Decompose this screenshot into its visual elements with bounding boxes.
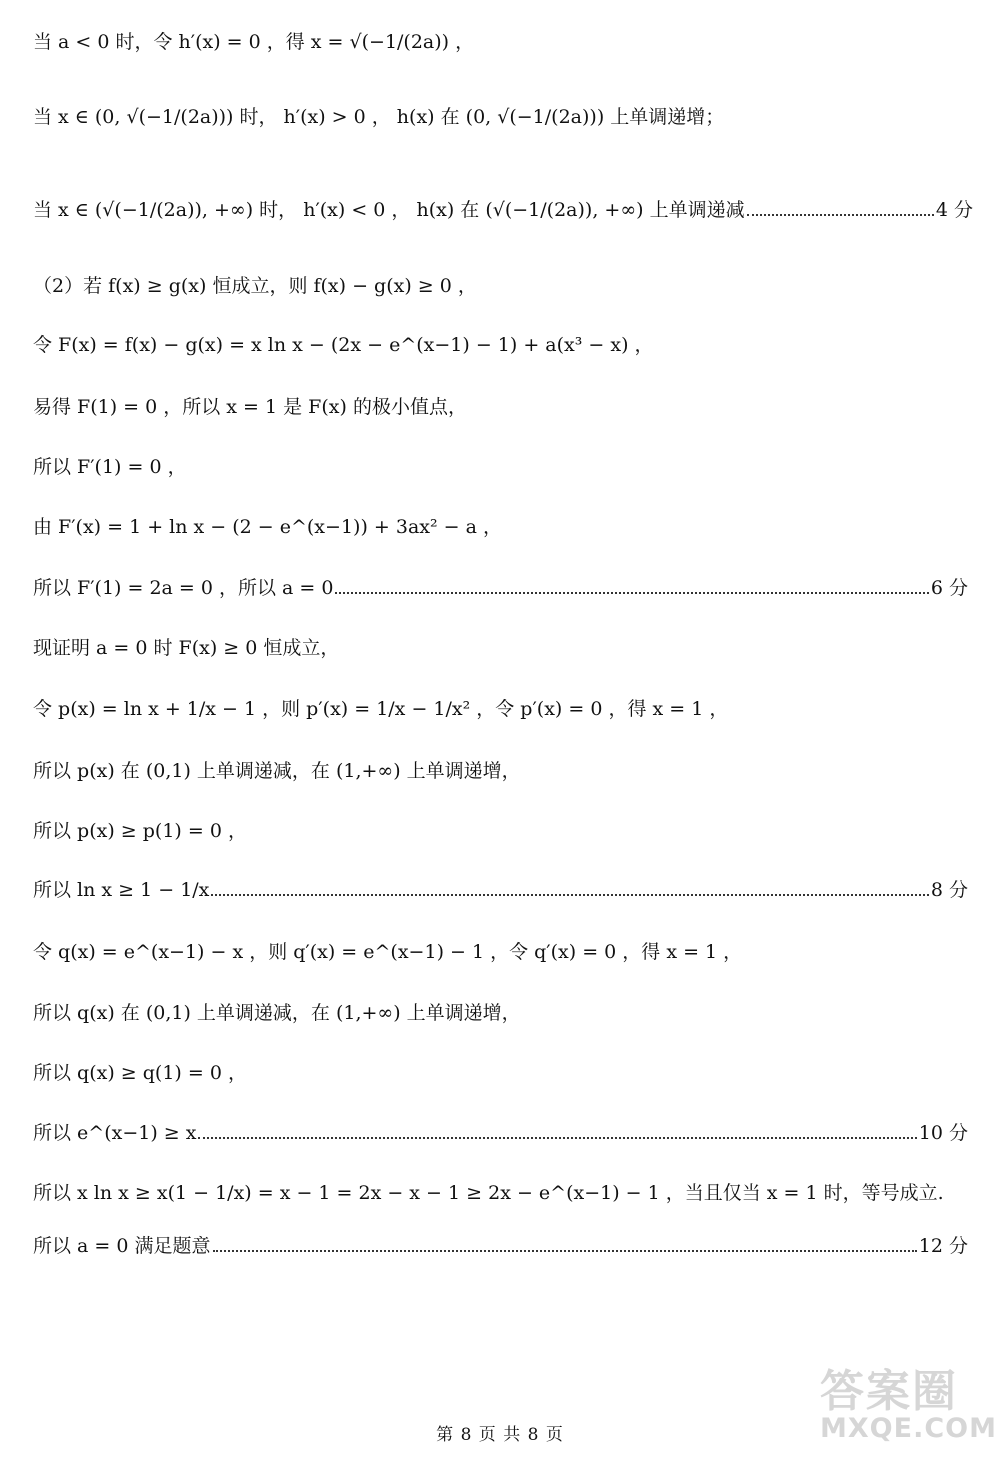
solution-line-5 xyxy=(33,334,968,357)
line-text: 当 x ∈ (0, √(−1/(2a))) 时， h′(x) > 0 ， h(x) 在 (0, √(−1/(2a))) 上单调递增； xyxy=(33,106,725,128)
solution-line-12 xyxy=(33,760,968,783)
score-label: 6 分 xyxy=(930,577,968,599)
watermark-logo-text: 答案圈 xyxy=(820,1366,958,1417)
line-text: 令 F(x) = f(x) − g(x) = x ln x − (2x − e^(x−1) − 1) + a(x³ − x) ， xyxy=(33,334,654,356)
site-watermark xyxy=(820,1366,997,1460)
score-label: 12 分 xyxy=(918,1235,968,1257)
dot-leader xyxy=(335,592,928,594)
line-text: 易得 F(1) = 0 ，所以 x = 1 是 F(x) 的极小值点， xyxy=(33,396,467,418)
solution-line-9 xyxy=(33,577,968,600)
solution-line-19 xyxy=(33,1182,968,1205)
solution-line-13 xyxy=(33,820,968,843)
part-2-heading-line xyxy=(33,275,968,298)
line-text: 现证明 a = 0 时 F(x) ≥ 0 恒成立， xyxy=(33,637,340,659)
solution-line-7 xyxy=(33,456,968,479)
line-text: 令 p(x) = ln x + 1/x − 1 ，则 p′(x) = 1/x − 1/x² ，令 p′(x) = 0 ，得 x = 1 ， xyxy=(33,698,729,720)
solution-line-11 xyxy=(33,698,968,721)
solution-line-14 xyxy=(33,879,968,902)
line-text: 所以 F′(1) = 2a = 0 ，所以 a = 0 xyxy=(33,577,334,599)
solution-line-10 xyxy=(33,637,968,660)
line-text: 所以 q(x) 在 (0,1) 上单调递减，在 (1,+∞) 上单调递增， xyxy=(33,1002,521,1024)
dot-leader xyxy=(213,1250,917,1252)
solution-line-2 xyxy=(33,106,968,129)
page-number-footer: 第 8 页 共 8 页 xyxy=(436,1425,564,1445)
line-text: 所以 p(x) ≥ p(1) = 0 ， xyxy=(33,820,247,842)
dot-leader xyxy=(747,214,934,216)
line-text: 所以 F′(1) = 0 ， xyxy=(33,456,187,478)
line-text: 当 x ∈ (√(−1/(2a)), +∞) 时， h′(x) < 0 ， h(x) 在 (√(−1/(2a)), +∞) 上单调递减 xyxy=(33,199,745,221)
line-text: 所以 q(x) ≥ q(1) = 0 ， xyxy=(33,1062,247,1084)
line-text: 所以 ln x ≥ 1 − 1/x xyxy=(33,879,210,901)
solution-line-15 xyxy=(33,941,968,964)
line-text: 当 a < 0 时，令 h′(x) = 0 ，得 x = √(−1/(2a)) ， xyxy=(33,31,475,53)
score-label: 8 分 xyxy=(930,879,968,901)
line-text: 所以 x ln x ≥ x(1 − 1/x) = x − 1 = 2x − x − 1 ≥ 2x − e^(x−1) − 1 ，当且仅当 x = 1 时，等号成立. xyxy=(33,1182,944,1204)
solution-line-1 xyxy=(33,31,968,54)
solution-line-6 xyxy=(33,396,968,419)
solution-line-8 xyxy=(33,516,968,539)
dot-leader xyxy=(198,1137,916,1139)
score-label: 10 分 xyxy=(918,1122,968,1144)
dot-leader xyxy=(211,894,928,896)
line-text: 所以 e^(x−1) ≥ x xyxy=(33,1122,197,1144)
solution-line-17 xyxy=(33,1062,968,1085)
line-text: 所以 p(x) 在 (0,1) 上单调递减，在 (1,+∞) 上单调递增， xyxy=(33,760,521,782)
line-text: （2）若 f(x) ≥ g(x) 恒成立，则 f(x) − g(x) ≥ 0 ， xyxy=(33,275,477,297)
line-text: 所以 a = 0 满足题意 xyxy=(33,1235,211,1257)
solution-line-3 xyxy=(33,199,973,222)
score-label: 4 分 xyxy=(935,199,973,221)
solution-line-20 xyxy=(33,1235,968,1258)
solution-line-18 xyxy=(33,1122,968,1145)
line-text: 令 q(x) = e^(x−1) − x ，则 q′(x) = e^(x−1) − 1 ，令 q′(x) = 0 ，得 x = 1 ， xyxy=(33,941,743,963)
watermark-domain-text: MXQE.COM xyxy=(820,1413,997,1444)
solution-line-16 xyxy=(33,1002,968,1025)
line-text: 由 F′(x) = 1 + ln x − (2 − e^(x−1)) + 3ax² − a ， xyxy=(33,516,502,538)
